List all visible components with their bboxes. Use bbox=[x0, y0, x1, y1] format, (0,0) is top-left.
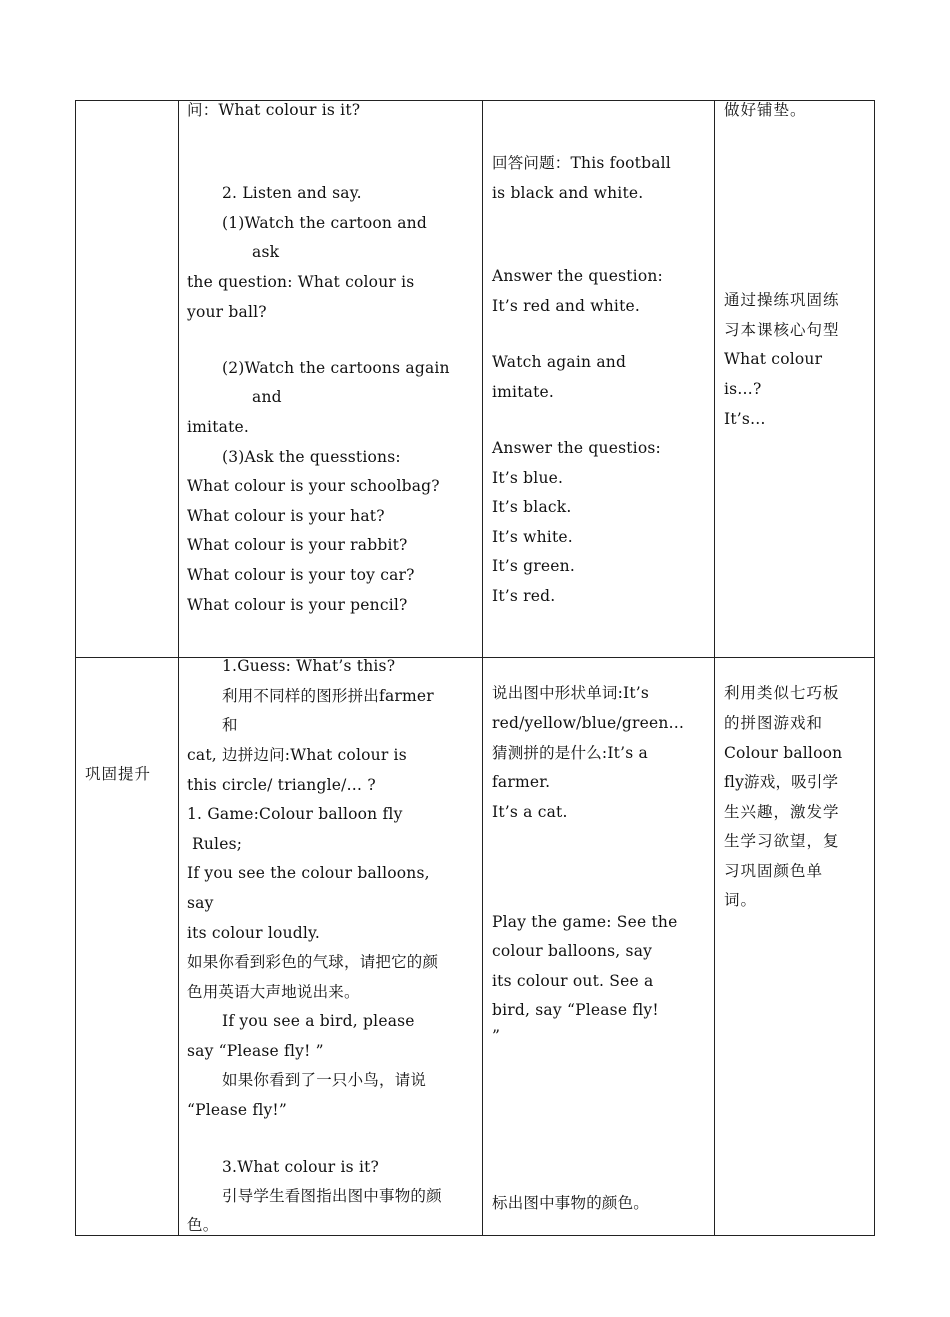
table-left-border bbox=[75, 100, 76, 1235]
activity-line: 1. Game:Colour balloon fly bbox=[187, 805, 403, 823]
activity-line: 引导学生看图指出图中事物的颜 bbox=[222, 1187, 442, 1205]
column-divider-3 bbox=[714, 100, 715, 1235]
activity-line: and bbox=[252, 388, 282, 406]
activity-line: Rules; bbox=[192, 835, 243, 853]
activity-line: 如果你看到彩色的气球，请把它的颜 bbox=[187, 953, 439, 971]
purpose-line: 的拼图游戏和 bbox=[724, 714, 824, 732]
activity-line: say “Please fly! ” bbox=[187, 1042, 324, 1060]
activity-line: 3.What colour is it? bbox=[222, 1158, 380, 1176]
student-line: ” bbox=[492, 1027, 501, 1045]
purpose-line: 生兴趣，激发学 bbox=[724, 803, 840, 821]
student-line: Play the game: See the bbox=[492, 913, 678, 931]
activity-line: If you see the colour balloons, bbox=[187, 864, 430, 882]
activity-line: What colour is your hat? bbox=[187, 507, 385, 525]
student-line: bird, say “Please fly! bbox=[492, 1001, 659, 1019]
purpose-line: is…? bbox=[724, 380, 762, 398]
activity-line: (1)Watch the cartoon and bbox=[222, 214, 427, 232]
column-divider-2 bbox=[482, 100, 483, 1235]
activity-line: say bbox=[187, 894, 214, 912]
purpose-line: 词。 bbox=[724, 891, 758, 909]
student-line: Watch again and bbox=[492, 353, 627, 371]
table-right-border bbox=[874, 100, 875, 1235]
activity-line: 如果你看到了一只小鸟，请说 bbox=[222, 1071, 427, 1089]
student-line: Answer the questios: bbox=[492, 439, 661, 457]
activity-line: imitate. bbox=[187, 418, 250, 436]
activity-line: 问：What colour is it? bbox=[187, 101, 361, 119]
row-divider bbox=[75, 657, 875, 658]
activity-line: 2. Listen and say. bbox=[222, 184, 362, 202]
purpose-line: What colour bbox=[724, 350, 823, 368]
activity-line: What colour is your rabbit? bbox=[187, 536, 408, 554]
section-label: 巩固提升 bbox=[85, 765, 152, 783]
activity-line: 色。 bbox=[187, 1216, 219, 1234]
student-line: It’s blue. bbox=[492, 469, 564, 487]
purpose-line: 生学习欲望，复 bbox=[724, 832, 840, 850]
purpose-line: 习巩固颜色单 bbox=[724, 862, 824, 880]
student-line: It’s red and white. bbox=[492, 297, 640, 315]
activity-line: (3)Ask the quesstions: bbox=[222, 448, 401, 466]
student-line: Answer the question: bbox=[492, 267, 663, 285]
activity-line: its colour loudly. bbox=[187, 924, 321, 942]
student-line: farmer. bbox=[492, 773, 551, 791]
student-line: red/yellow/blue/green… bbox=[492, 714, 685, 732]
activity-line: 和 bbox=[222, 716, 238, 734]
student-line: 标出图中事物的颜色。 bbox=[492, 1194, 650, 1212]
table-bottom-border bbox=[75, 1235, 875, 1236]
student-line: It’s a cat. bbox=[492, 803, 568, 821]
purpose-line: 做好铺垫。 bbox=[724, 101, 807, 119]
purpose-line: 习本课核心句型 bbox=[724, 321, 840, 339]
activity-line: What colour is your toy car? bbox=[187, 566, 415, 584]
activity-line: “Please fly!” bbox=[187, 1101, 287, 1119]
purpose-line: fly游戏，吸引学 bbox=[724, 773, 839, 791]
student-line: 说出图中形状单词:It’s bbox=[492, 684, 650, 702]
student-line: It’s black. bbox=[492, 498, 572, 516]
student-line: imitate. bbox=[492, 383, 555, 401]
activity-line: 色用英语大声地说出来。 bbox=[187, 983, 360, 1001]
activity-line: If you see a bird, please bbox=[222, 1012, 415, 1030]
student-line: its colour out. See a bbox=[492, 972, 654, 990]
activity-line: (2)Watch the cartoons again bbox=[222, 359, 450, 377]
activity-line: ask bbox=[252, 243, 280, 261]
purpose-line: 通过操练巩固练 bbox=[724, 291, 840, 309]
student-line: colour balloons, say bbox=[492, 942, 653, 960]
column-divider-1 bbox=[178, 100, 179, 1235]
activity-line: cat, 边拼边问:What colour is bbox=[187, 746, 407, 764]
activity-line: What colour is your pencil? bbox=[187, 596, 408, 614]
activity-line: 1.Guess: What’s this? bbox=[222, 657, 396, 675]
purpose-line: Colour balloon bbox=[724, 744, 843, 762]
activity-line: What colour is your schoolbag? bbox=[187, 477, 440, 495]
student-line: 回答问题：This football bbox=[492, 154, 671, 172]
student-line: It’s green. bbox=[492, 557, 575, 575]
activity-line: 利用不同样的图形拼出farmer bbox=[222, 687, 434, 705]
student-line: 猜测拼的是什么:It’s a bbox=[492, 744, 648, 762]
student-line: It’s red. bbox=[492, 587, 556, 605]
activity-line: your ball? bbox=[187, 303, 267, 321]
activity-line: the question: What colour is bbox=[187, 273, 415, 291]
lesson-table bbox=[75, 100, 875, 1235]
purpose-line: It’s… bbox=[724, 410, 766, 428]
activity-line: this circle/ triangle/… ? bbox=[187, 776, 376, 794]
student-line: is black and white. bbox=[492, 184, 644, 202]
purpose-line: 利用类似七巧板 bbox=[724, 684, 840, 702]
student-line: It’s white. bbox=[492, 528, 573, 546]
